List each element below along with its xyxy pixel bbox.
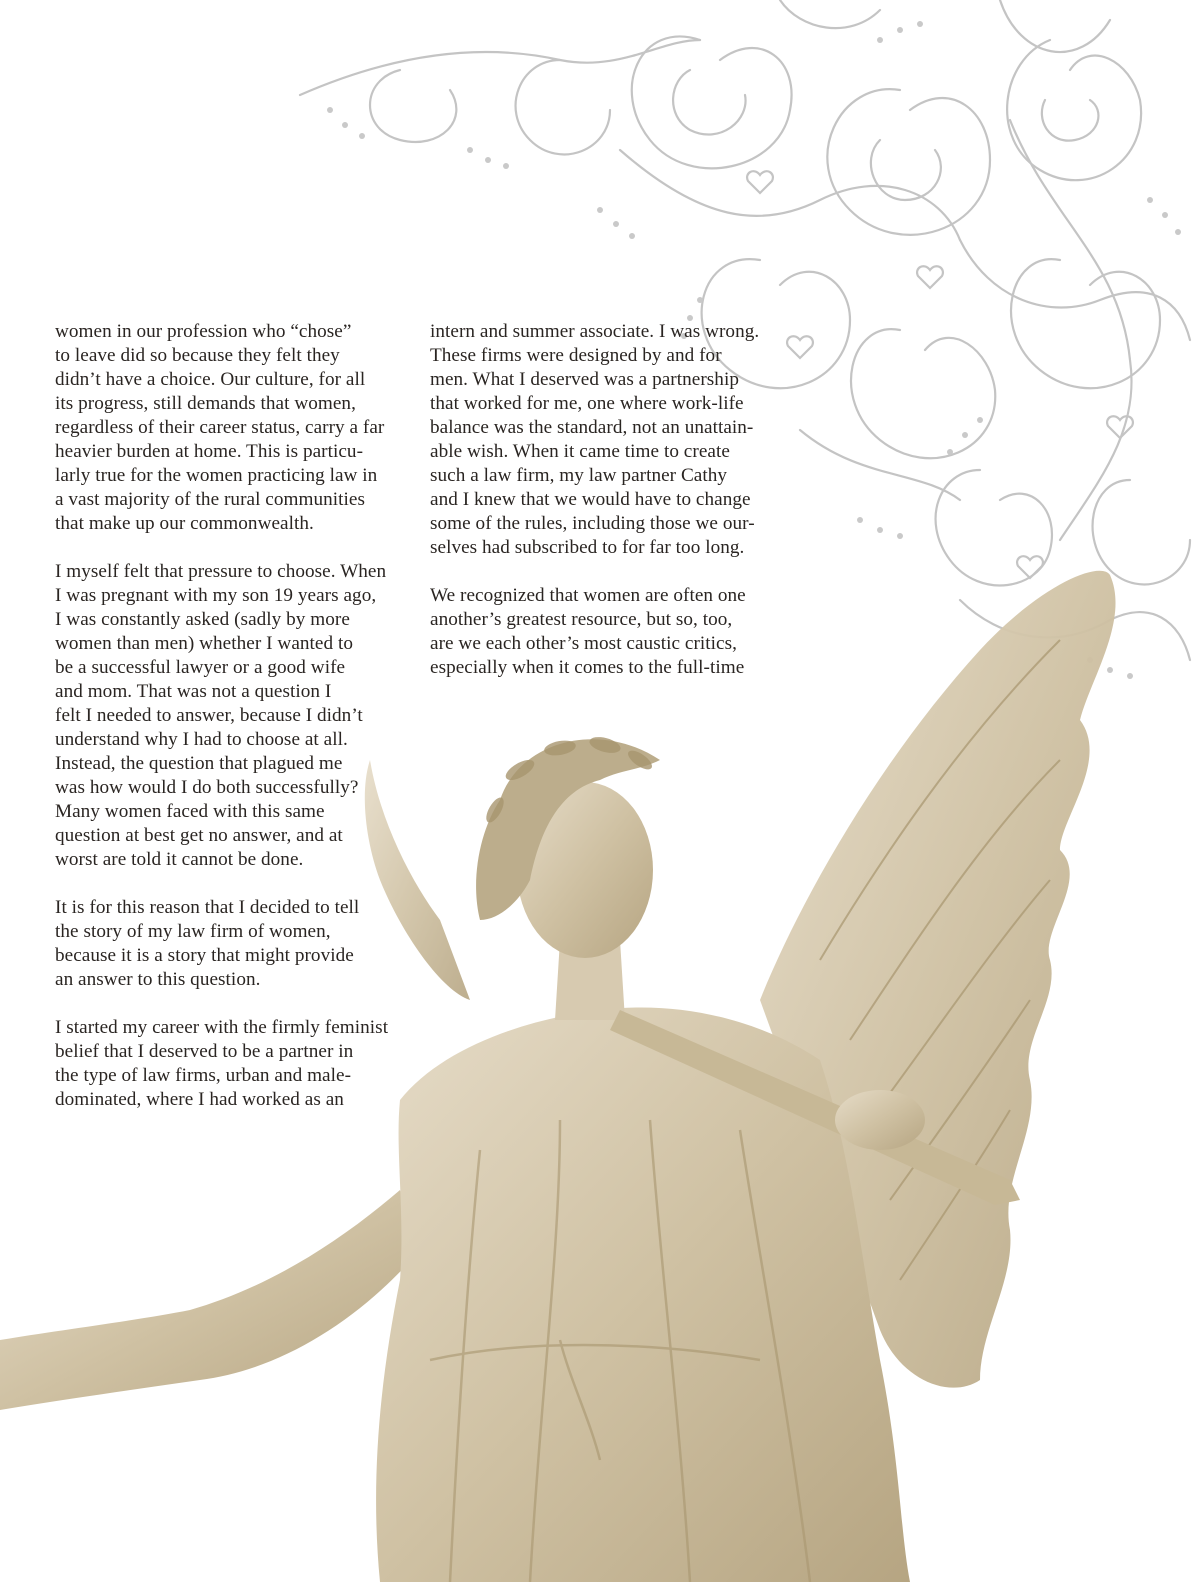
paragraph: women in our profession who “chose” to leave did so because they felt they didn’t have a choice. Our culture, for all its progress, still demands that women, regardless of their career status, carry a far heavier burden at home. This is particu- larly true for the women practicing law in a vast majority of the rural communities that make up our commonwealth.: [55, 321, 385, 534]
article-column-left: [55, 320, 400, 1136]
article-column-right: [430, 320, 775, 704]
paragraph: I myself felt that pressure to choose. When I was pregnant with my son 19 years ago, I was constantly asked (sadly by more women than men) whether I wanted to be a successful lawyer or a good wife and mom. That was not a question I felt I needed to answer, because I didn’t understand why I had to choose at all. Instead, the question that plagued me was how would I do both successfully? Many women faced with this same question at best get no answer, and at worst are told it cannot be done.: [55, 561, 387, 870]
paragraph: I started my career with the firmly feminist belief that I deserved to be a partner in the type of law firms, urban and male- dominated, where I had worked as an: [55, 1017, 389, 1110]
paragraph: intern and summer associate. I was wrong. These firms were designed by and for men. What I deserved was a partnership that worked for me, one where work-life balance was the standard, not an unattain- able wish. When it came time to create such a law firm, my law partner Cathy and I knew that we would have to change some of the rules, including those we our- selves had subscribed to for far too long.: [430, 321, 760, 558]
paragraph: It is for this reason that I decided to tell the story of my law firm of women, because it is a story that might provide an answer to this question.: [55, 897, 360, 990]
paragraph: We recognized that women are often one another’s greatest resource, but so, too, are we each other’s most caustic critics, especially when it comes to the full-time: [430, 585, 746, 678]
